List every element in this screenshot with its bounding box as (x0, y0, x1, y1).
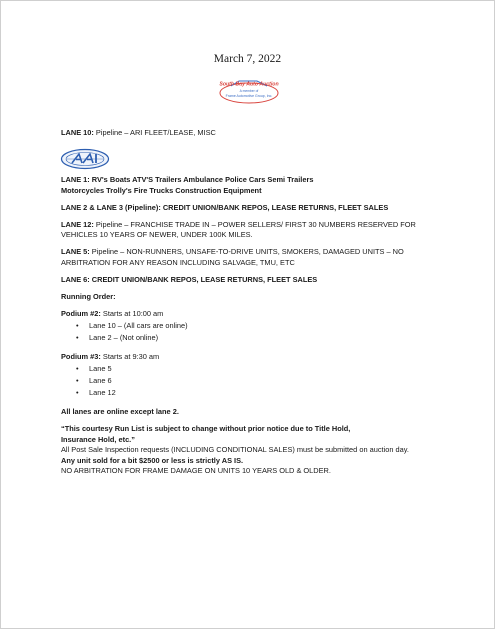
courtesy-line-2: Insurance Hold, etc.” (61, 434, 135, 444)
list-item-text: Lane 2 – (Not online) (89, 333, 159, 343)
logo-brand-text: South Bay Auto Auction (219, 81, 279, 88)
podium-3-text: Starts at 9:30 am (100, 351, 160, 361)
list-item-text: Lane 6 (89, 376, 112, 386)
podium-2-line (61, 309, 439, 320)
bullet-icon: • (76, 364, 79, 374)
run-list-content (61, 128, 439, 477)
lane-2-3-line: LANE 2 & LANE 3 (Pipeline): CREDIT UNION/BANK REPOS, LEASE RETURNS, FLEET SALES (61, 202, 389, 212)
bullet-icon: • (76, 376, 79, 386)
lane-5-label: LANE 5: (61, 247, 90, 257)
lane-12-paragraph (61, 220, 439, 241)
lane-1-paragraph (61, 175, 439, 196)
logo-group-text: Frame Automotive Group, Inc. (225, 94, 273, 98)
courtesy-line-1: “This courtesy Run List is subject to change without prior notice due to Title Hold, (61, 423, 351, 433)
lane-5-paragraph (61, 247, 439, 268)
lane-1-line-1: LANE 1: RV's Boats ATV'S Trailers Ambulance Police Cars Semi Trailers (61, 174, 314, 184)
list-item (76, 321, 439, 332)
lane-10-line (61, 128, 439, 139)
post-sale-note: All Post Sale Inspection requests (INCLUDING CONDITIONAL SALES) must be submitted on auction day. (61, 445, 409, 455)
running-order-heading: Running Order: (61, 291, 116, 301)
podium-3-list (61, 364, 439, 399)
courtesy-note (61, 424, 439, 445)
lane-10-label: LANE 10: (61, 128, 94, 137)
lane-1-line-2: Motorcycles Trolly's Fire Trucks Construction Equipment (61, 185, 262, 195)
list-item-text: Lane 10 – (All cars are online) (89, 321, 188, 331)
list-item (76, 388, 439, 399)
podium-3-line (61, 352, 439, 363)
podium-2-label: Podium #2: (61, 308, 101, 318)
logo-spacer (61, 145, 439, 175)
list-item (76, 333, 439, 344)
podium-2-text: Starts at 10:00 am (100, 308, 164, 318)
lane-12-label: LANE 12: (61, 219, 94, 229)
lane-10-text: Pipeline – ARI FLEET/LEASE, MISC (93, 128, 216, 137)
logo-member-text: A member of (239, 89, 259, 93)
bullet-icon: • (76, 333, 79, 343)
south-bay-auto-auction-logo (217, 77, 281, 105)
podium-3-label: Podium #3: (61, 351, 101, 361)
lane-5-text: Pipeline – NON-RUNNERS, UNSAFE-TO-DRIVE UNITS, SMOKERS, DAMAGED UNITS – NO ARBITRATION FOR ANY REASON INCLUDING SALVAGE, TMU, ETC (61, 247, 404, 267)
podium-2-list (61, 321, 439, 344)
no-arbitration-note: NO ARBITRATION FOR FRAME DAMAGE ON UNITS 10 YEARS OLD & OLDER. (61, 466, 331, 476)
bullet-icon: • (76, 321, 79, 331)
document-date: March 7, 2022 (213, 53, 282, 65)
as-is-note: Any unit sold for a bit $2500 or less is strictly AS IS. (61, 455, 244, 465)
list-item (76, 376, 439, 387)
lane-12-text: Pipeline – FRANCHISE TRADE IN – POWER SELLERS/ FIRST 30 NUMBERS RESERVED FOR VEHICLES 10 YEARS OF NEWER, UNDER 100K MILES. (61, 219, 416, 240)
bullet-icon: • (76, 388, 79, 398)
list-item-text: Lane 5 (89, 364, 112, 374)
online-note: All lanes are online except lane 2. (61, 407, 179, 416)
lane-6-line: LANE 6: CREDIT UNION/BANK REPOS, LEASE RETURNS, FLEET SALES (61, 274, 318, 284)
list-item (76, 364, 439, 375)
list-item-text: Lane 12 (89, 388, 116, 398)
